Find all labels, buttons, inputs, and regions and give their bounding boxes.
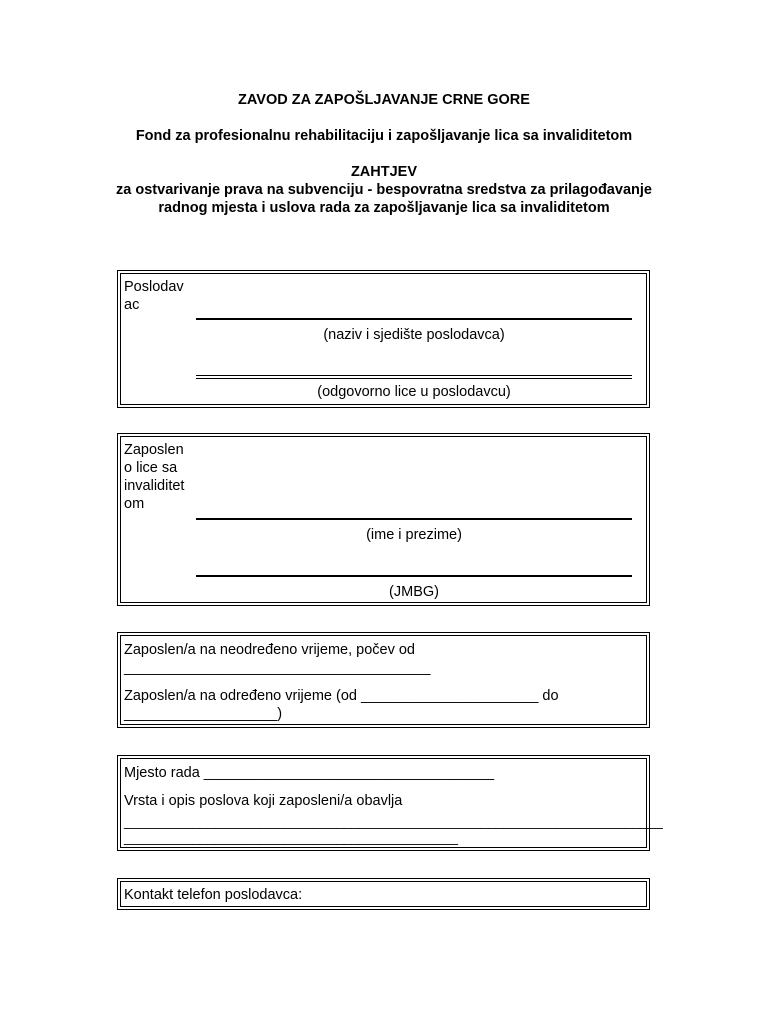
- employee-label-line2: o lice sa: [124, 460, 178, 476]
- employee-label-line4: om: [124, 496, 145, 512]
- employee-jmbg-field[interactable]: [196, 575, 632, 577]
- employer-section: [117, 270, 650, 408]
- fixed-term-employment-end[interactable]: ___________________): [124, 706, 283, 722]
- employee-name-field[interactable]: [196, 518, 632, 520]
- employer-name-caption: (naziv i sjedište poslodavca): [323, 327, 505, 343]
- employer-responsible-field[interactable]: [196, 375, 632, 379]
- employee-jmbg-caption: (JMBG): [389, 584, 439, 600]
- indefinite-employment-line[interactable]: Zaposlen/a na neodređeno vrijeme, počev od: [124, 642, 415, 658]
- employer-responsible-caption: (odgovorno lice u poslodavcu): [317, 384, 511, 400]
- employee-name-caption: (ime i prezime): [366, 527, 462, 543]
- employee-label-line3: invaliditet: [124, 478, 185, 494]
- document-subtitle-line1: za ostvarivanje prava na subvenciju - bespovratna sredstva za prilagođavanje: [116, 182, 652, 198]
- employer-label-line2: ac: [124, 297, 140, 313]
- employer-phone-label[interactable]: Kontakt telefon poslodavca:: [124, 887, 303, 903]
- employment-type-section: [117, 632, 650, 728]
- job-description-blank2[interactable]: ____________________________________________: [124, 829, 458, 845]
- document-title: ZAHTJEV: [350, 164, 418, 180]
- employee-section: [117, 433, 650, 606]
- contact-section: [117, 878, 650, 910]
- workplace-location-line[interactable]: Mjesto rada ____________________________________: [124, 765, 495, 781]
- job-description-blank1[interactable]: _______________________________________________________________________: [124, 813, 663, 829]
- fund-name: Fond za profesionalnu rehabilitaciju i zapošljavanje lica sa invaliditetom: [135, 128, 633, 144]
- document-subtitle-line2: radnog mjesta i uslova rada za zapošljavanje lica sa invaliditetom: [158, 200, 610, 216]
- employer-label-line1: Poslodav: [124, 279, 184, 295]
- employer-name-field[interactable]: [196, 318, 632, 320]
- employee-label-line1: Zaposlen: [124, 442, 184, 458]
- workplace-section: [117, 755, 663, 851]
- job-description-label: Vrsta i opis poslova koji zaposleni/a obavlja: [124, 793, 403, 809]
- indefinite-employment-blank[interactable]: ______________________________________: [124, 660, 431, 676]
- institution-name: ZAVOD ZA ZAPOŠLJAVANJE CRNE GORE: [238, 92, 530, 108]
- fixed-term-employment-line[interactable]: Zaposlen/a na određeno vrijeme (od ______________________ do: [124, 688, 559, 704]
